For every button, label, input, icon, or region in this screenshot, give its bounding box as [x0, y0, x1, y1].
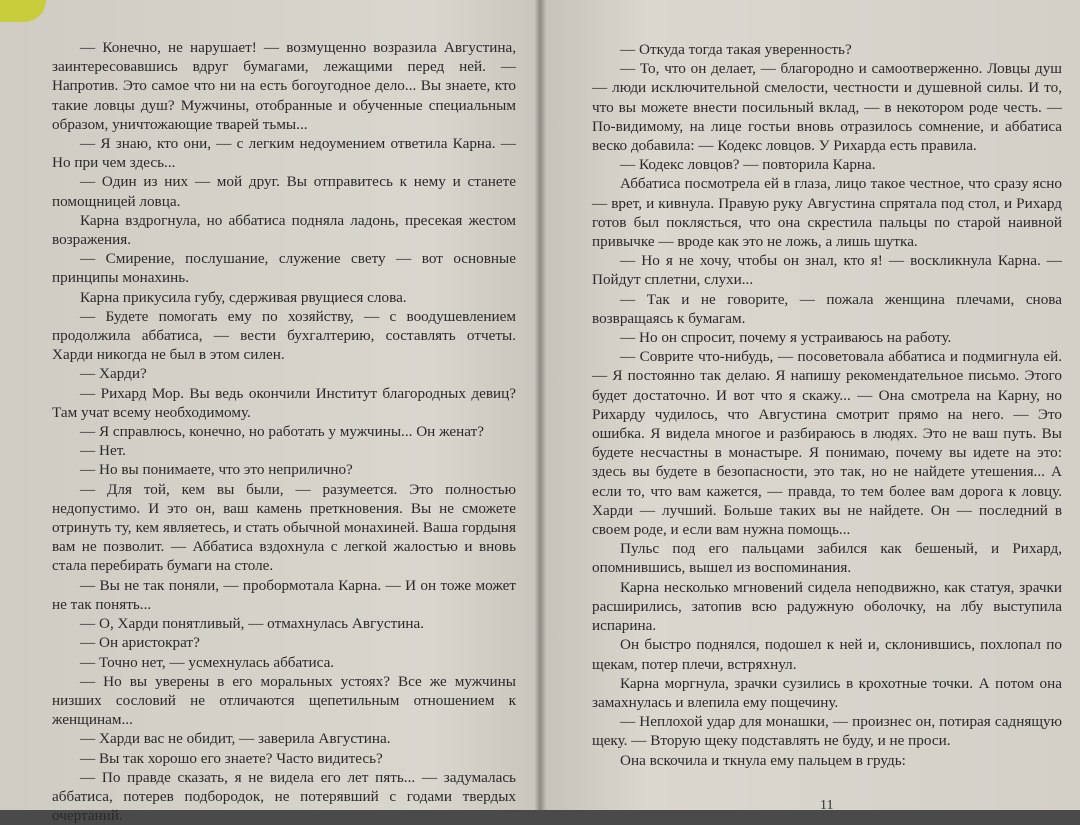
- paragraph: — Но я не хочу, чтобы он знал, кто я! — воскликнула Карна. — Пойдут сплетни, слухи...: [592, 252, 1062, 289]
- paragraph: — Один из них — мой друг. Вы отправитесь к нему и станете помощницей ловца.: [52, 173, 516, 210]
- paragraph: — О, Харди понятливый, — отмахнулась Августина.: [80, 615, 425, 633]
- right-page: [592, 40, 1062, 770]
- paragraph: — Неплохой удар для монашки, — произнес он, потирая саднящую щеку. — Вторую щеку подставлять не буду, и не проси.: [592, 713, 1062, 750]
- paragraph: — Откуда тогда такая уверенность?: [620, 41, 852, 58]
- paragraph: — Но вы уверены в его моральных устоях? Все же мужчины низших сословий не отличаются щепетильным отношением к женщинам...: [52, 672, 516, 729]
- paragraph: — Вы так хорошо его знаете? Часто видитесь?: [80, 749, 383, 767]
- paragraph: — Для той, кем вы были, — разумеется. Это полностью недопустимо. И это он, ваш камень преткновения. Вы не сможете отринуть ту, кем являетесь, и стать обычной монахиней. Ваша гордыня вам не позволит. — Аббатиса вздохнула с легкой жалостью и вновь стала перебирать бумаги на столе.: [52, 480, 516, 575]
- paragraph: — Он аристократ?: [80, 634, 200, 652]
- paragraph: — Я справлюсь, конечно, но работать у мужчины... Он женат?: [80, 423, 484, 441]
- paragraph: — Вы не так поняли, — пробормотала Карна. — И он тоже может не так понять...: [52, 576, 516, 613]
- page-number: 11: [820, 798, 834, 813]
- paragraph: Карна моргнула, зрачки сузились в крохотные точки. А потом она замахнулась и влепила ему пощечину.: [592, 674, 1062, 711]
- paragraph: Карна несколько мгновений сидела неподвижно, как статуя, зрачки расширились, затопив всю радужную оболочку, на лбу выступила испарина.: [592, 578, 1062, 635]
- paragraph: — Но вы понимаете, что это неприлично?: [80, 461, 353, 479]
- paragraph: — Конечно, не нарушает! — возмущенно возразила Августина, заинтересовавшись вдруг бумагами, лежащими перед ней. — Напротив. Это самое что ни на есть богоугодное дело... Вы знаете, кто такие ловцы душ? Мужчины, отобранные и обученные специальным образом, уничтожающие тварей тьмы...: [52, 39, 516, 133]
- paragraph: Карна прикусила губу, сдерживая рвущиеся слова.: [80, 288, 407, 306]
- paragraph: — Я знаю, кто они, — с легким недоумением ответила Карна. — Но при чем здесь...: [52, 135, 516, 172]
- paragraph: — Смирение, послушание, служение свету — вот основные принципы монахинь.: [52, 250, 516, 287]
- paragraph: — Кодекс ловцов? — повторила Карна.: [620, 156, 876, 174]
- paragraph: — Будете помогать ему по хозяйству, — с воодушевлением продолжила аббатиса, — вести бухгалтерию, составлять отчеты. Харди никогда не был в этом силен.: [52, 307, 516, 364]
- paragraph: — Рихард Мор. Вы ведь окончили Институт благородных девиц? Там учат всему необходимому.: [52, 384, 516, 421]
- paragraph: — То, что он делает, — благородно и самоотверженно. Ловцы душ — люди исключительной смелости, честности и душевной силы. И то, что вы можете внести посильный вклад, — в некотором роде честь. — По-видимому, на лице гостьи вновь отразилось сомнение, и аббатиса веско добавила: — Кодекс ловцов. У Рихарда есть правила.: [592, 60, 1062, 155]
- paragraph: — Точно нет, — усмехнулась аббатиса.: [80, 653, 335, 671]
- paragraph: — Харди?: [80, 365, 147, 383]
- paragraph: — Но он спросит, почему я устраиваюсь на работу.: [620, 329, 952, 347]
- paragraph: Аббатиса посмотрела ей в глаза, лицо такое честное, что сразу ясно — врет, и кивнула. Правую руку Августина спрятала под стол, и Рихард готов был поклясться, что она скрестила пальцы по старой наивной привычке — вроде как это не ложь, а лишь шутка.: [592, 175, 1062, 251]
- paragraph: Карна вздрогнула, но аббатиса подняла ладонь, пресекая жестом возражения.: [52, 211, 516, 249]
- paragraph: Он быстро поднялся, подошел к ней и, склонившись, похлопал по щекам, потер плечи, встряхнул.: [592, 636, 1062, 673]
- paragraph: — Харди вас не обидит, — заверила Августина.: [80, 730, 391, 748]
- paragraph: Она вскочила и ткнула ему пальцем в грудь:: [620, 751, 906, 769]
- paragraph: — По правде сказать, я не видела его лет пять... — задумалась аббатиса, потерев подбородок, не потерявший с годами твердых очертаний.: [52, 768, 516, 825]
- paragraph: — Нет.: [80, 442, 126, 460]
- left-page: [52, 38, 516, 825]
- paragraph: — Соврите что-нибудь, — посоветовала аббатиса и подмигнула ей. — Я постоянно так делаю. Я напишу рекомендательное письмо. Этого будет достаточно. И вот что я скажу... — Она смотрела на Карну, но Рихарду чудилось, что Августина смотрит прямо на него. — Это ошибка. Я видела многое и разбираюсь в людях. Это не ваш путь. Вы будете несчастны в монастыре. Я понимаю, почему вы идете на это: здесь вы будете в безопасности, это так, но не найдете утешения... А если то, что вам кажется, — правда, то тем более вам дорога к ловцу. Харди — лучший. Больше таких вы не найдете. Он — последний в своем роде, и если вам нужна помощь...: [592, 348, 1062, 539]
- yellow-sticker: [0, 0, 46, 22]
- paragraph: — Так и не говорите, — пожала женщина плечами, снова возвращаясь к бумагам.: [592, 290, 1062, 327]
- paragraph: Пульс под его пальцами забился как бешеный, и Рихард, опомнившись, вышел из воспоминания.: [592, 540, 1062, 577]
